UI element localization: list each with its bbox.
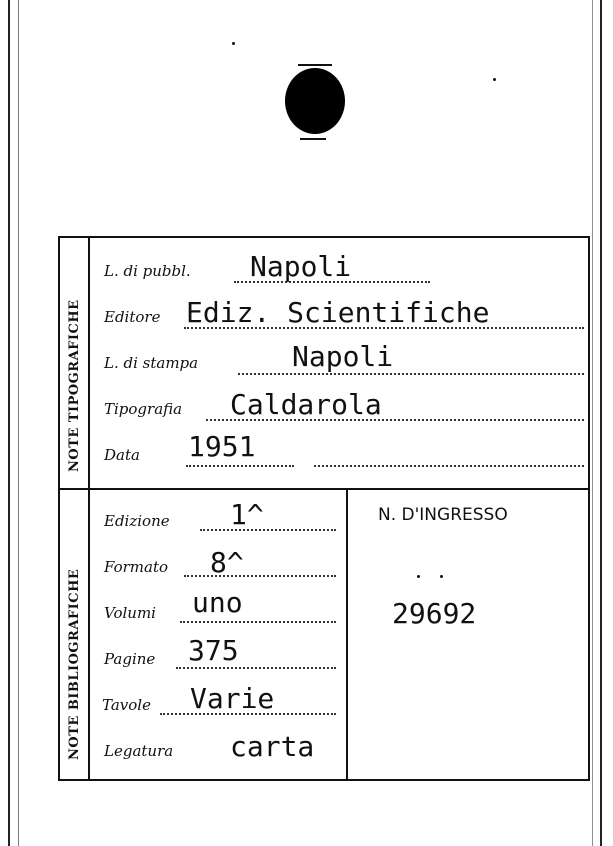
punch-hole — [285, 68, 345, 134]
field-tipografia — [60, 382, 590, 422]
field-edizione — [60, 494, 344, 534]
field-label: Volumi — [104, 604, 156, 622]
field-label: Formato — [104, 558, 169, 576]
field-value: 1951 — [188, 430, 256, 463]
field-volumi — [60, 586, 344, 626]
field-value: carta — [230, 730, 315, 763]
field-tavole — [60, 678, 344, 718]
field-line — [176, 667, 336, 669]
field-line-extra — [314, 465, 584, 467]
field-line — [200, 529, 336, 531]
field-label: L. di pubbl. — [104, 262, 191, 280]
field-label: Tipografia — [104, 400, 183, 418]
hole-mark-bottom — [300, 138, 326, 140]
field-label: Pagine — [104, 650, 156, 668]
field-luogo-pubblicazione — [60, 244, 590, 284]
field-pagine — [60, 632, 344, 672]
column-divider — [346, 490, 348, 781]
field-label: Data — [104, 446, 140, 464]
typographic-notes-title: NOTE TIPOGRAFICHE — [67, 299, 82, 472]
field-value: 375 — [188, 634, 239, 667]
ingresso-number: 29692 — [392, 597, 477, 630]
section-divider — [60, 488, 588, 490]
speck — [493, 78, 496, 81]
field-value: Varie — [190, 682, 275, 715]
field-value: 1^ — [230, 498, 264, 531]
field-legatura — [60, 724, 344, 764]
field-value: Napoli — [292, 340, 394, 373]
field-formato — [60, 540, 344, 580]
field-label: Editore — [104, 308, 161, 326]
field-label: Legatura — [104, 742, 174, 760]
field-value: Ediz. Scientifiche — [186, 296, 490, 329]
field-line — [180, 621, 336, 623]
field-data — [60, 428, 590, 468]
left-inner-edge — [18, 0, 19, 846]
field-label: L. di stampa — [104, 354, 199, 372]
field-value: 8^ — [210, 546, 244, 579]
field-value: uno — [192, 586, 243, 619]
field-label: Tavole — [102, 696, 151, 714]
field-label: Edizione — [104, 512, 170, 530]
bibliographic-notes-title: NOTE BIBLIOGRAFICHE — [67, 568, 82, 760]
field-value: Napoli — [250, 250, 352, 283]
left-card-edge — [8, 0, 10, 846]
speck — [232, 42, 235, 45]
ingresso-label: N. D'INGRESSO — [378, 505, 508, 525]
field-value: Caldarola — [230, 388, 382, 421]
field-luogo-stampa — [60, 336, 590, 376]
field-line — [186, 465, 294, 467]
field-line — [238, 373, 584, 375]
right-card-edge — [600, 0, 602, 846]
catalog-card — [58, 236, 590, 781]
right-inner-edge — [592, 0, 593, 846]
hole-mark-top — [298, 64, 332, 66]
field-editore — [60, 290, 590, 330]
field-line — [184, 575, 336, 577]
